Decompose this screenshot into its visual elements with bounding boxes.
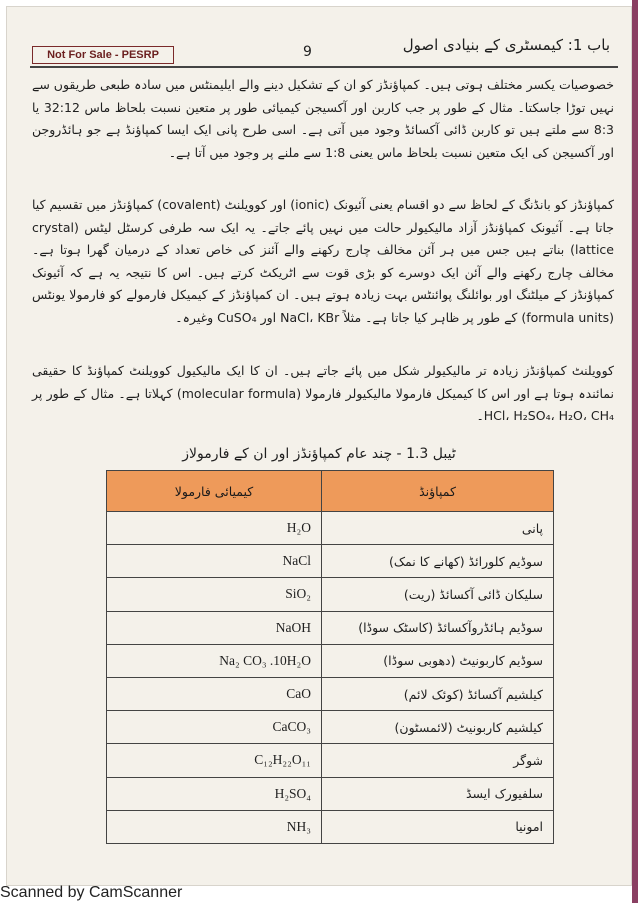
chapter-heading: باب 1: کیمسٹری کے بنیادی اصول: [402, 36, 610, 54]
formula-cell: CaO: [107, 677, 322, 710]
compound-cell: سلیکان ڈائی آکسائڈ (ریت): [322, 578, 554, 611]
table-caption: ٹیبل 1.3 - چند عام کمپاؤنڈز اور ان کے فارمولاز: [182, 446, 456, 462]
compound-cell: سوڈیم کلورائڈ (کھانے کا نمک): [322, 545, 554, 578]
body-text-covalent: [32, 360, 614, 428]
scanner-watermark: Scanned by CamScanner: [0, 884, 183, 901]
formula-cell: NaCl: [107, 545, 322, 578]
table-row: [107, 711, 554, 744]
header-divider: [30, 66, 618, 68]
header-formula: کیمیائی فارمولا: [107, 471, 322, 512]
table-row: [107, 810, 554, 843]
table-row: [107, 777, 554, 810]
page-number: 9: [303, 44, 312, 60]
table-row: [107, 677, 554, 710]
body-text: [32, 74, 614, 164]
table-row: [107, 512, 554, 545]
compound-cell: سوڈیم ہائڈروآکسائڈ (کاسٹک سوڈا): [322, 611, 554, 644]
table-header-row: [107, 471, 554, 512]
formula-cell: C₁₂H₂₂O₁₁: [107, 744, 322, 777]
compounds-table: [106, 470, 554, 844]
formula-cell: Na₂ CO₃ .10H₂O: [107, 644, 322, 677]
not-for-sale-badge: Not For Sale - PESRP: [32, 46, 174, 64]
table-row: [107, 611, 554, 644]
formula-cell: H₂SO₄: [107, 777, 322, 810]
compound-cell: شوگر: [322, 744, 554, 777]
compound-cell: کیلشیم کاربونیٹ (لائمسٹون): [322, 711, 554, 744]
header-compound: کمپاؤنڈ: [322, 471, 554, 512]
compound-cell: پانی: [322, 512, 554, 545]
compound-cell: کیلشیم آکسائڈ (کوئک لائم): [322, 677, 554, 710]
table-row: [107, 644, 554, 677]
compound-cell: امونیا: [322, 810, 554, 843]
paragraph-bonding: کمپاؤنڈز کو بانڈنگ کے لحاظ سے دو اقسام یعنی آئیونک (ionic) اور کوویلنٹ (covalent) کمپاؤنڈز میں تقسیم کیا جاتا ہے۔ آئیونک کمپاؤنڈز آزاد مالیکیولر حالت میں نہیں پائے جاتے۔ یہ ایک سہ طرفی کرسٹل لیٹس (crystal lattice) بناتے ہیں جس میں ہر آئن مخالف چارج رکھنے والے آئنز کی خاص تعداد کے درمیان گھرا ہوتا ہے۔ مخالف چارج رکھنے والے آئن ایک دوسرے کو بڑی قوت سے اٹریکٹ کرتے ہیں۔ اس کا نتیجہ یہ ہے کہ آئیونک کمپاؤنڈز کے میلٹنگ اور بوائلنگ پوائنٹس بہت زیادہ ہوتے ہیں۔ ان کمپاؤنڈز کے کیمیکل فارمولے کو فارمولا یونٹس (formula units) کے طور پر ظاہر کیا جاتا ہے۔ مثلاً NaCl، KBr اور CuSO₄ وغیرہ۔: [31, 197, 614, 325]
formula-cell: CaCO₃: [107, 711, 322, 744]
body-text-bonding: [32, 194, 614, 329]
paragraph-composition: خصوصیات یکسر مختلف ہوتی ہیں۔ کمپاؤنڈز کو ان کے تشکیل دینے والے ایلیمنٹس میں سادہ طبعی طریقوں سے نہیں توڑا جاسکتا۔ مثال کے طور پر جب کاربن اور آکسیجن کیمیائی طور پر متعین نسبت بلحاظ ماس 32:12 یا 8:3 سے ملتے ہیں تو کاربن ڈائی آکسائڈ وجود میں آتی ہے۔ اسی طرح پانی ایک ایسا کمپاؤنڈ ہے جو ہائڈروجن اور آکسیجن کی ایک متعین نسبت بلحاظ ماس یعنی 1:8 سے ملنے پر وجود میں آتا ہے۔: [32, 77, 614, 160]
formula-cell: NaOH: [107, 611, 322, 644]
compound-cell: سوڈیم کاربونیٹ (دھوبی سوڈا): [322, 644, 554, 677]
formula-cell: NH₃: [107, 810, 322, 843]
formula-cell: SiO₂: [107, 578, 322, 611]
formula-cell: H₂O: [107, 512, 322, 545]
table-row: [107, 545, 554, 578]
table-row: [107, 578, 554, 611]
page-edge: [632, 0, 638, 903]
paragraph-covalent: کوویلنٹ کمپاؤنڈز زیادہ تر مالیکیولر شکل میں پائے جاتے ہیں۔ ان کا ایک مالیکیول کوویلنٹ کمپاؤنڈ کا حقیقی نمائندہ ہوتا ہے اور اس کا کیمیکل فارمولا مالیکیولر فارمولا (molecular formula) کہلاتا ہے۔ مثال کے طور پر HCl، H₂SO₄، H₂O، CH₄۔: [32, 363, 614, 423]
table-row: [107, 744, 554, 777]
compound-cell: سلفیورک ایسڈ: [322, 777, 554, 810]
